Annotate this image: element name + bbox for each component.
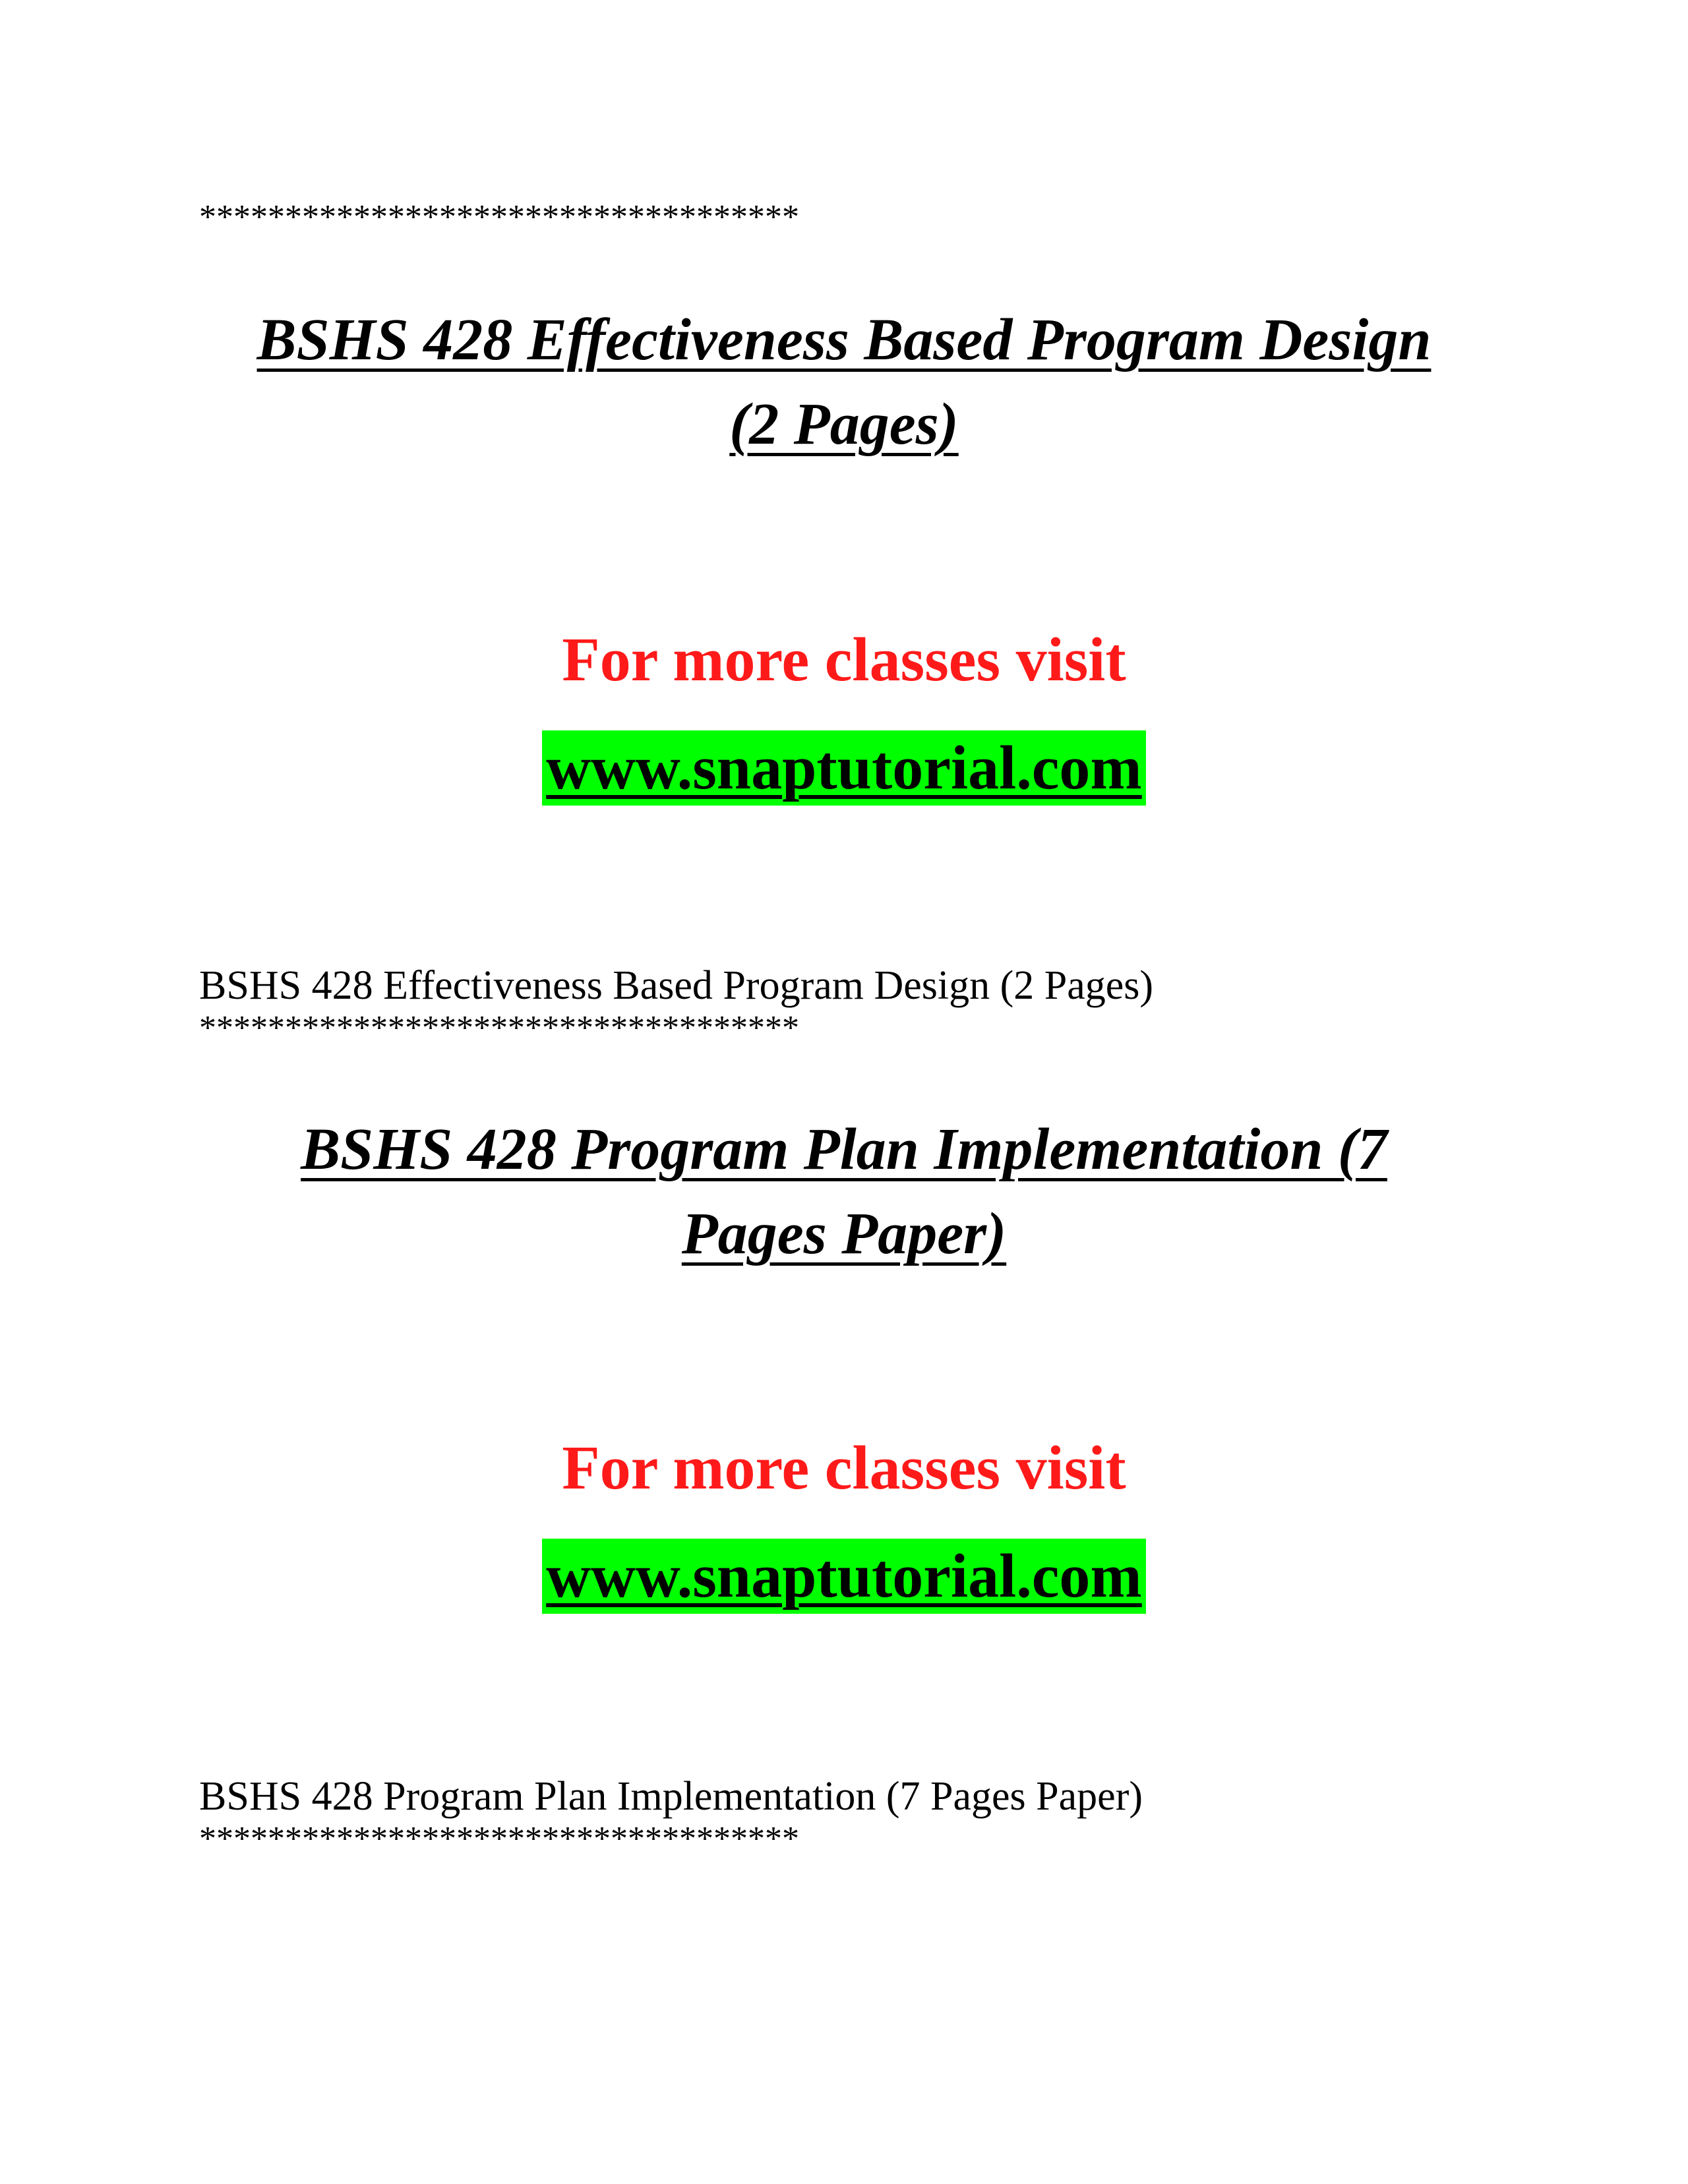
section-1-url-link[interactable]: www.snaptutorial.com — [542, 730, 1145, 806]
section-1-heading-line-1: BSHS 428 Effectiveness Based Program Design — [256, 307, 1432, 372]
section-2-heading-line-1: BSHS 428 Program Plan Implementation (7 — [301, 1117, 1387, 1182]
section-2-url-link[interactable]: www.snaptutorial.com — [542, 1539, 1145, 1614]
separator-middle: *********************************** — [199, 1009, 799, 1047]
section-2-promo-text: For more classes visit — [562, 1434, 1126, 1502]
separator-top: *********************************** — [199, 198, 799, 236]
section-1-url-wrapper — [0, 730, 1688, 806]
section-2-heading-line-2: Pages Paper) — [681, 1201, 1007, 1266]
section-1-promo-text: For more classes visit — [562, 626, 1126, 694]
separator-bottom: *********************************** — [199, 1820, 799, 1858]
section-1-description: BSHS 428 Effectiveness Based Program Design (2 Pages) — [199, 963, 1154, 1008]
section-2-url-wrapper — [0, 1539, 1688, 1614]
section-1-heading-line-2: (2 Pages) — [729, 392, 959, 457]
section-2-description: BSHS 428 Program Plan Implementation (7 Pages Paper) — [199, 1774, 1143, 1819]
